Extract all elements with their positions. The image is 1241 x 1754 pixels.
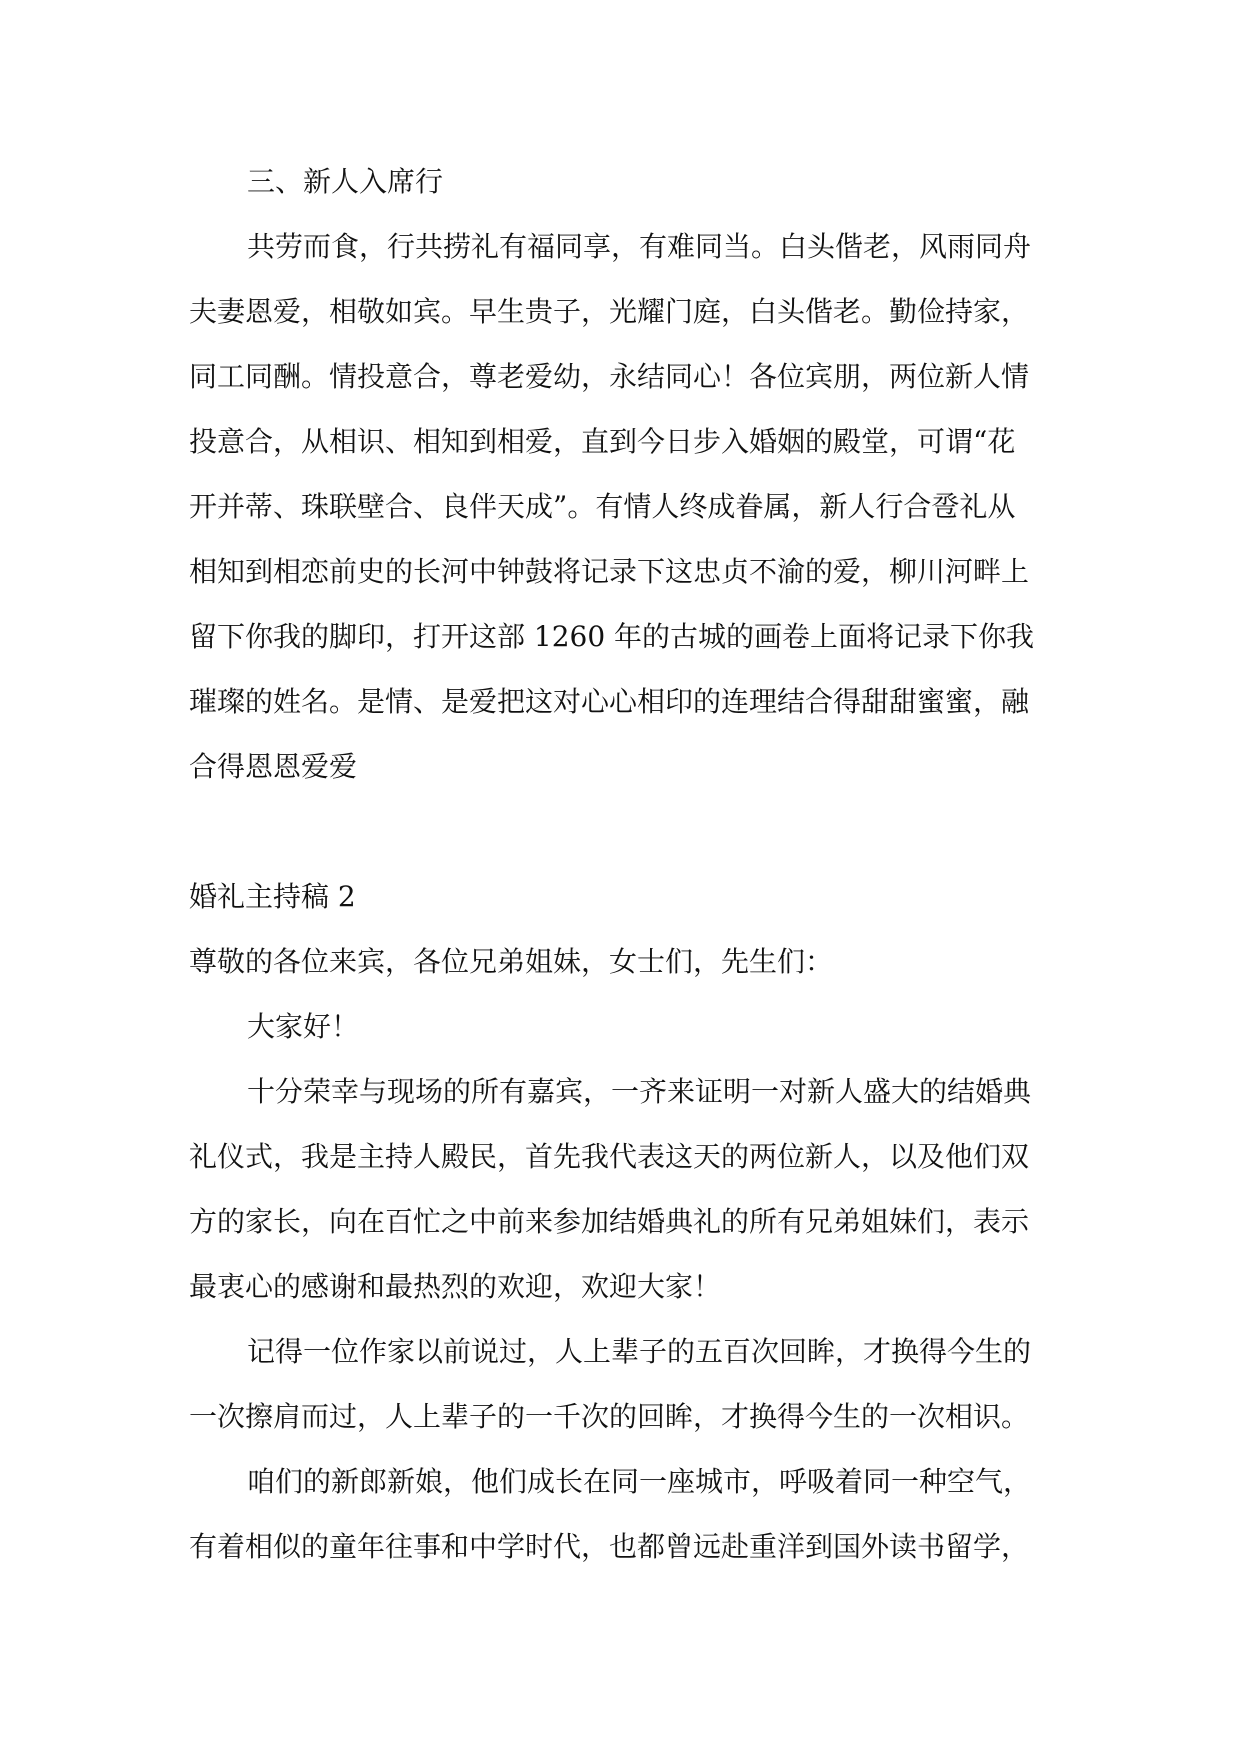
paragraph-line: 咱们的新郎新娘，他们成长在同一座城市，呼吸着同一种空气， bbox=[247, 1465, 1032, 1498]
paragraph-line: 有着相似的童年往事和中学时代，也都曾远赴重洋到国外读书留学， bbox=[189, 1530, 1030, 1563]
paragraph-line: 投意合，从相识、相知到相爱，直到今日步入婚姻的殿堂，可谓“花 bbox=[189, 425, 1016, 458]
paragraph-line: 夫妻恩爱，相敬如宾。早生贵子，光耀门庭，白头偕老。勤俭持家， bbox=[189, 295, 1030, 328]
paragraph-line: 记得一位作家以前说过，人上辈子的五百次回眸，才换得今生的 bbox=[247, 1335, 1032, 1368]
paragraph-line: 礼仪式，我是主持人殿民，首先我代表这天的两位新人，以及他们双 bbox=[189, 1140, 1030, 1173]
paragraph-line: 同工同酬。情投意合，尊老爱幼，永结同心！各位宾朋，两位新人情 bbox=[189, 360, 1030, 393]
paragraph-line: 一次擦肩而过，人上辈子的一千次的回眸，才换得今生的一次相识。 bbox=[189, 1400, 1030, 1433]
paragraph-line: 最衷心的感谢和最热烈的欢迎，欢迎大家！ bbox=[189, 1270, 722, 1303]
document-title: 婚礼主持稿 2 bbox=[189, 880, 356, 913]
paragraph-line: 十分荣幸与现场的所有嘉宾，一齐来证明一对新人盛大的结婚典 bbox=[247, 1075, 1032, 1108]
paragraph-line: 开并蒂、珠联壁合、良伴天成”。有情人终成眷属，新人行合卺礼从 bbox=[189, 490, 1016, 523]
section-heading: 三、新人入席行 bbox=[247, 165, 444, 198]
paragraph-line: 璀璨的姓名。是情、是爱把这对心心相印的连理结合得甜甜蜜蜜，融 bbox=[189, 685, 1030, 718]
paragraph-line: 方的家长，向在百忙之中前来参加结婚典礼的所有兄弟姐妹们，表示 bbox=[189, 1205, 1030, 1238]
paragraph-line: 共劳而食，行共捞礼有福同享，有难同当。白头偕老，风雨同舟 bbox=[247, 230, 1032, 263]
paragraph-line: 留下你我的脚印，打开这部 1260 年的古城的画卷上面将记录下你我 bbox=[189, 620, 1035, 653]
salutation: 尊敬的各位来宾，各位兄弟姐妹，女士们，先生们： bbox=[189, 945, 834, 978]
paragraph-line: 相知到相恋前史的长河中钟鼓将记录下这忠贞不渝的爱，柳川河畔上 bbox=[189, 555, 1030, 588]
paragraph-line: 合得恩恩爱爱 bbox=[189, 750, 358, 783]
greeting: 大家好！ bbox=[247, 1010, 360, 1043]
